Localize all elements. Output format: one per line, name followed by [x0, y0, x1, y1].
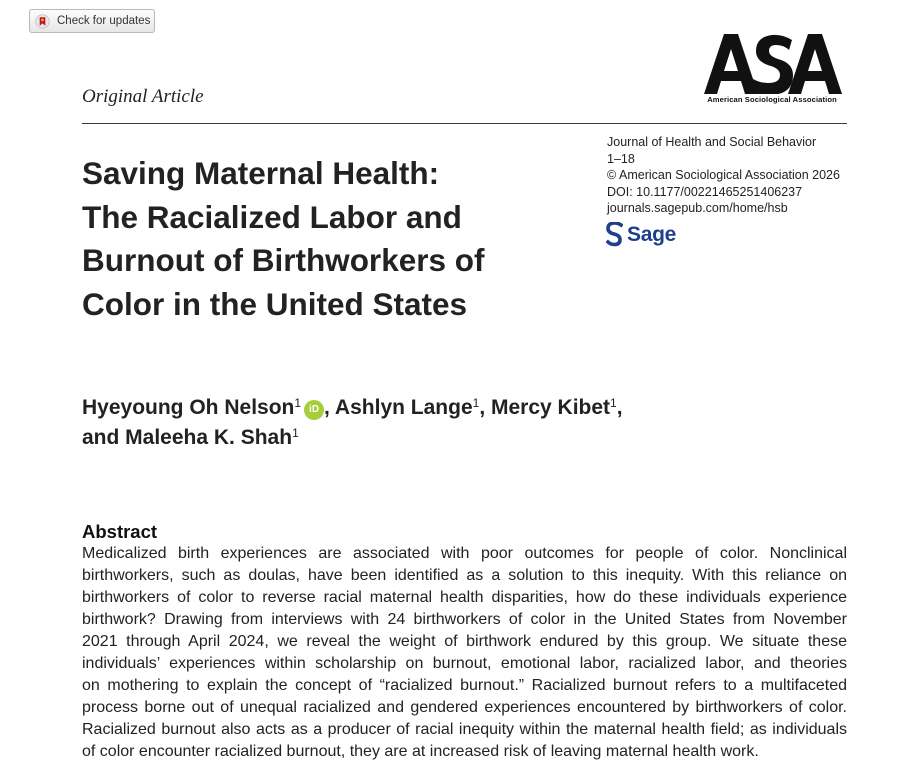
- sage-logo: [606, 222, 676, 247]
- journal-copyright: © American Sociological Association 2026: [607, 168, 840, 183]
- journal-info: [607, 134, 840, 217]
- journal-doi[interactable]: DOI: 10.1177/00221465251406237: [607, 184, 803, 199]
- author-name[interactable]: , Ashlyn Lange: [324, 396, 473, 419]
- abstract-heading: Abstract: [82, 521, 158, 542]
- abstract-line: Medicalized birth experiences are associated with poor outcomes for people of color. Nonclinical: [82, 545, 847, 562]
- title-line: The Racialized Labor and: [82, 198, 462, 235]
- asa-logo-mark: [702, 34, 844, 94]
- check-for-updates-button[interactable]: [29, 9, 155, 33]
- abstract-line: process borne out of unequal racialized and gendered experiences encountered by birthworkers of color.: [82, 699, 847, 716]
- author-affiliation[interactable]: 1: [294, 396, 302, 410]
- author-name[interactable]: Hyeyoung Oh Nelson: [82, 396, 295, 419]
- author-line: [82, 393, 722, 423]
- abstract-line: individuals’ experiences within scholarship on burnout, emotional labor, racialized labor, and theories: [82, 655, 847, 672]
- sage-s-icon: [606, 222, 623, 247]
- journal-name: Journal of Health and Social Behavior: [607, 135, 817, 149]
- asa-logo-subtitle: American Sociological Association: [707, 95, 837, 104]
- abstract-line: on mothering to explain the concept of “racialized burnout.” Racialized burnout refers to a multifaceted: [82, 677, 847, 694]
- journal-pages: 1–18: [607, 151, 635, 166]
- author-name[interactable]: and Maleeha K. Shah: [82, 426, 293, 449]
- journal-url[interactable]: journals.sagepub.com/home/hsb: [607, 201, 788, 216]
- author-separator: ,: [616, 396, 623, 419]
- abstract-line: birthwork? Drawing from interviews with 24 birthworkers of color in the United States from November: [82, 611, 847, 628]
- title-line: Color in the United States: [82, 285, 468, 322]
- article-type: Original Article: [82, 86, 204, 107]
- sage-logo-text: Sage: [627, 222, 676, 246]
- author-affiliation[interactable]: 1: [472, 396, 480, 410]
- check-for-updates-label: Check for updates: [57, 15, 151, 27]
- asa-logo: [696, 34, 848, 108]
- author-affiliation[interactable]: 1: [610, 396, 617, 410]
- title-line: Saving Maternal Health:: [82, 155, 440, 191]
- abstract-line: birthworkers, such as doulas, have been identified as a solution to this inequity. With this reliance on: [82, 567, 847, 584]
- abstract-line: birthworkers of color to reverse racial maternal health disparities, how do these individuals experience: [82, 589, 847, 606]
- article-title: [82, 152, 582, 326]
- bookmark-update-icon: [35, 14, 50, 29]
- abstract-line: Racialized burnout also acts as a producer of racial inequity within the maternal health field; as individuals: [82, 721, 847, 738]
- author-name[interactable]: , Mercy Kibet: [479, 396, 611, 419]
- orcid-icon[interactable]: iD: [304, 400, 324, 420]
- author-affiliation[interactable]: 1: [292, 426, 299, 440]
- abstract-line: of color encounter racialized burnout, they are at increased risk of leaving maternal health work.: [82, 743, 759, 760]
- title-line: Burnout of Birthworkers of: [82, 242, 485, 278]
- header-rule: [82, 123, 847, 124]
- abstract-line: 2021 through April 2024, we reveal the weight of birthwork endured by this group. We situate these: [82, 633, 847, 650]
- author-list: [82, 393, 722, 453]
- author-line: [82, 423, 722, 453]
